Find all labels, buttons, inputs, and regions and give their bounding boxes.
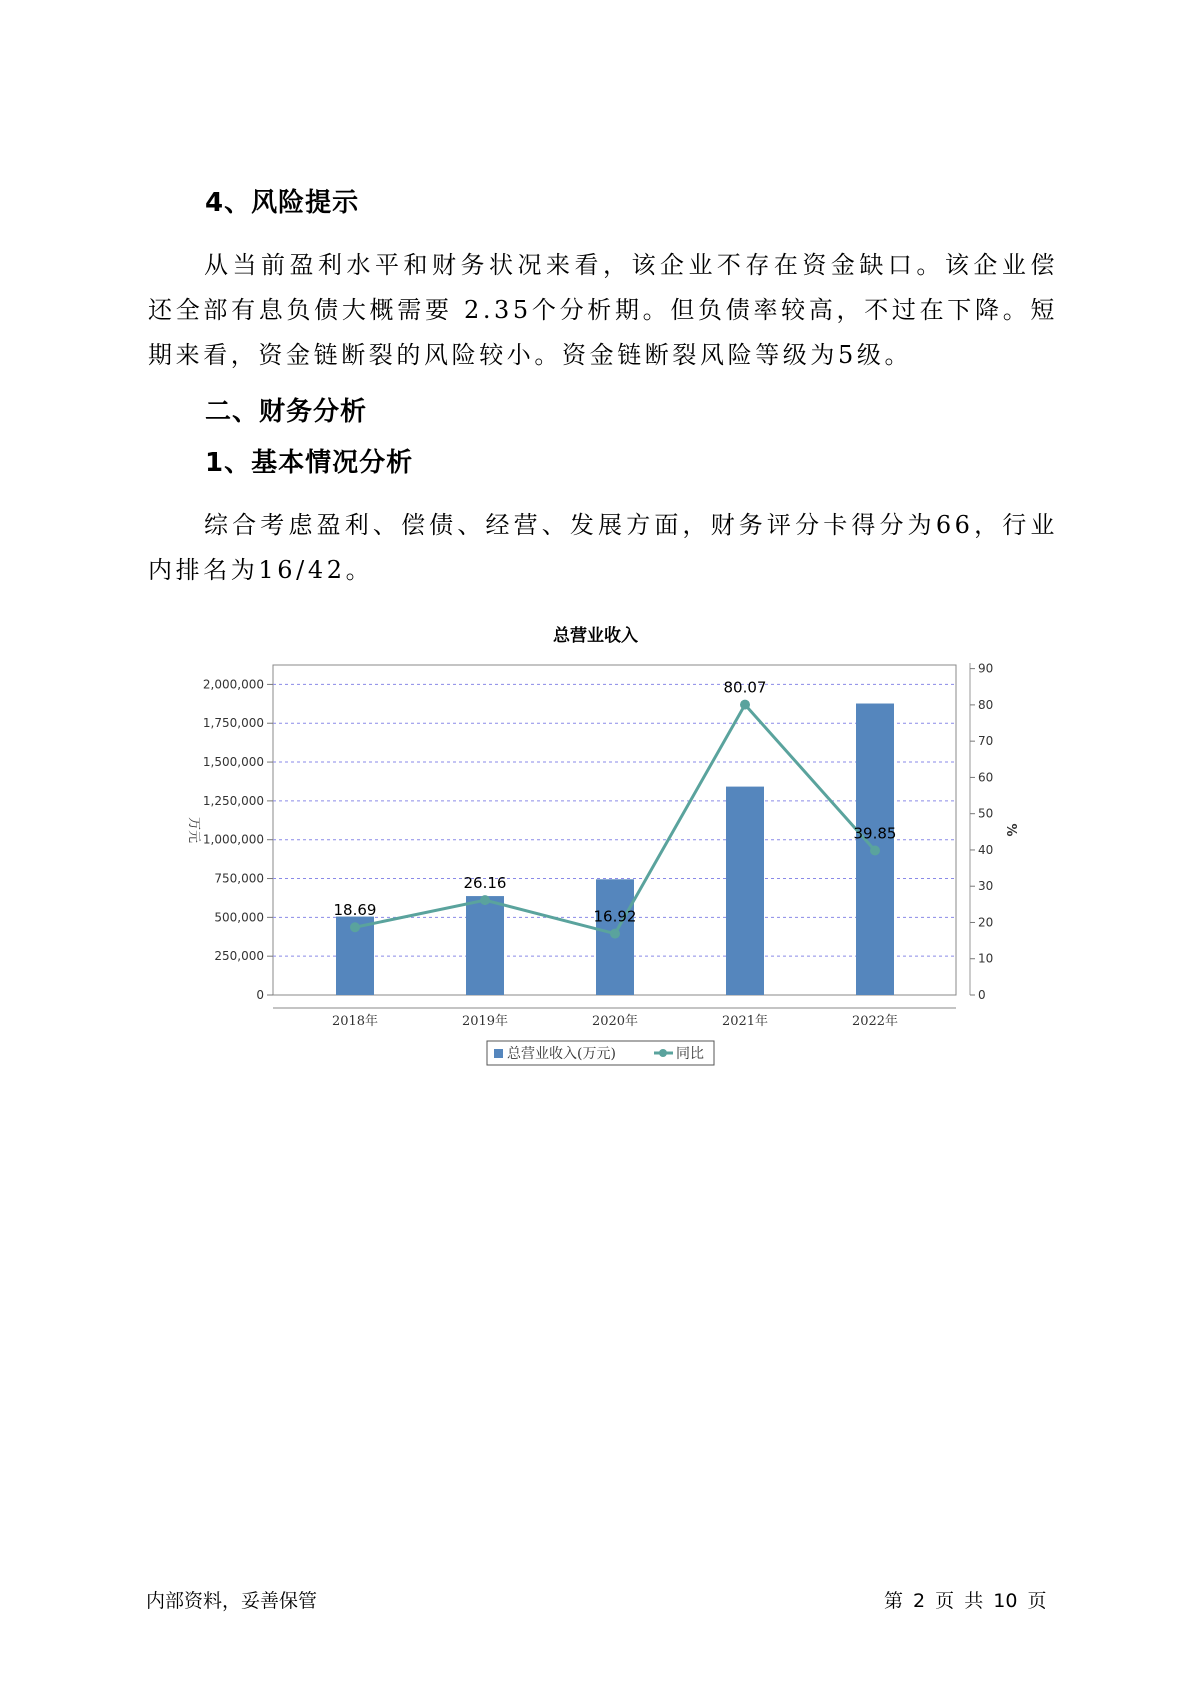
data-label: 16.92 — [593, 907, 637, 926]
yoy-point — [350, 922, 360, 932]
y2-axis-title: % — [1003, 823, 1018, 837]
basic-analysis-heading: 1、基本情况分析 — [205, 448, 414, 478]
x-tick-label: 2018年 — [331, 1014, 379, 1029]
bar — [466, 896, 504, 995]
x-tick-label: 2020年 — [591, 1014, 639, 1029]
chart-title: 总营业收入 — [553, 626, 638, 646]
x-tick-label: 2019年 — [461, 1014, 509, 1029]
legend-bar-swatch — [494, 1049, 503, 1058]
footer-page-number: 第 2 页 共 10 页 — [884, 1590, 1047, 1612]
y2-tick-label: 70 — [978, 734, 994, 749]
basic-analysis-paragraph: 综合考虑盈利、偿债、经营、发展方面，财务评分卡得分为66，行业内排名为16/42。 — [148, 511, 1058, 584]
y2-tick-label: 90 — [978, 661, 994, 676]
y-tick-label: 1,000,000 — [202, 832, 264, 847]
y-tick-label: 0 — [256, 988, 264, 1002]
y2-tick-label: 60 — [978, 770, 994, 785]
data-label: 18.69 — [333, 901, 377, 920]
y-tick-label: 1,500,000 — [202, 755, 264, 770]
legend-line-label: 同比 — [676, 1046, 704, 1062]
bar — [726, 787, 764, 995]
yoy-point — [480, 895, 490, 905]
y2-tick-label: 0 — [978, 988, 986, 1002]
y-tick-label: 500,000 — [214, 910, 264, 925]
y-axis-title: 万元 — [186, 816, 201, 844]
y2-tick-label: 50 — [978, 806, 994, 821]
y-tick-label: 750,000 — [214, 871, 264, 886]
financial-analysis-heading: 二、财务分析 — [205, 397, 368, 427]
risk-heading: 4、风险提示 — [205, 188, 360, 218]
x-tick-label: 2021年 — [721, 1014, 769, 1029]
x-tick-label: 2022年 — [851, 1014, 899, 1029]
y-tick-label: 250,000 — [214, 949, 264, 964]
y-tick-label: 2,000,000 — [202, 677, 264, 692]
yoy-point — [740, 700, 750, 710]
data-label: 39.85 — [853, 824, 897, 843]
y2-tick-label: 80 — [978, 697, 994, 712]
risk-paragraph: 从当前盈利水平和财务状况来看，该企业不存在资金缺口。该企业偿还全部有息负债大概需要 2.35个分析期。但负债率较高，不过在下降。短期来看，资金链断裂的风险较小。资金链断裂风险等级为5级。 — [148, 251, 1058, 369]
y-tick-label: 1,250,000 — [202, 793, 264, 808]
legend-bar-label: 总营业收入(万元) — [507, 1046, 616, 1062]
yoy-point — [870, 845, 880, 855]
footer-left-note: 内部资料，妥善保管 — [146, 1590, 318, 1612]
y2-tick-label: 20 — [978, 915, 994, 930]
y2-tick-label: 10 — [978, 951, 994, 966]
data-label: 80.07 — [723, 678, 767, 697]
y-tick-label: 1,750,000 — [202, 716, 264, 731]
legend-line-marker — [659, 1049, 667, 1057]
data-label: 26.16 — [463, 874, 507, 893]
yoy-point — [610, 929, 620, 939]
y2-tick-label: 40 — [978, 842, 994, 857]
y2-tick-label: 30 — [978, 879, 994, 894]
